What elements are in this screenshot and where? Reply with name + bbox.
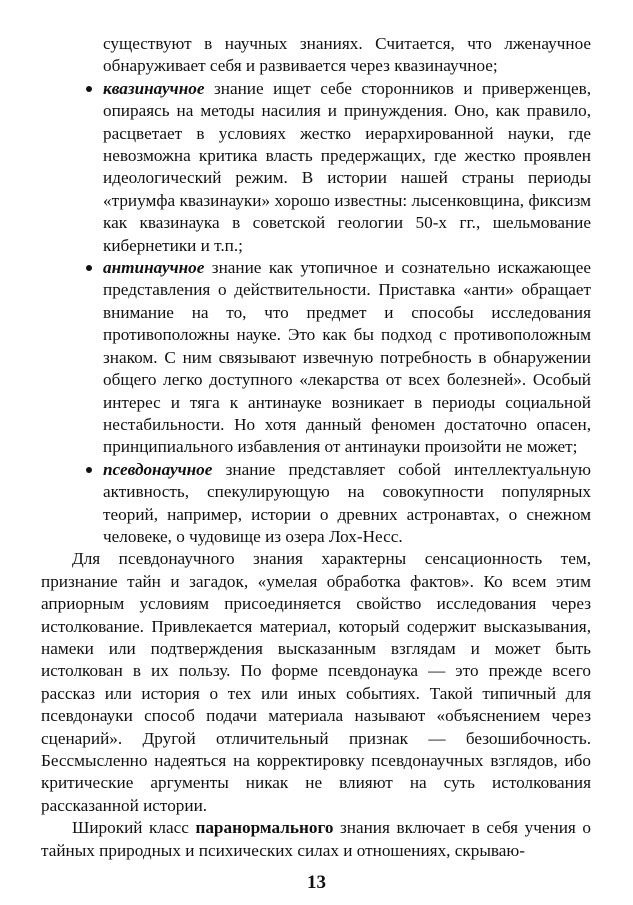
paranormal-text-before: Широкий класс [72, 818, 196, 838]
term-anti: антинаучное [103, 258, 205, 278]
list-item-quasi [103, 78, 591, 257]
paranormal-term: паранормального [195, 818, 334, 838]
continuation-text: существуют в научных знаниях. Считается, что лженаучное обнаруживает себя и развивается через квазинаучное; [103, 34, 591, 76]
list-item-anti [103, 257, 591, 459]
paragraph-pseudoscience: Для псевдонаучного знания характерны сенсационность тем, признание тайн и загадок, «умелая обработка фактов». Ко всем этим априорным условиям присоединяется свойство исследования через истолкование. Привлекается материал, который содержит высказывания, намеки или подтверждения высказанным взглядам и может быть истолкован в их пользу. По форме псевдонаука — это прежде всего рассказ или история о тех или иных событиях. Такой типичный для псевдонауки способ подачи материала называют «объяснением через сценарий». Другой отличительный признак — безошибочность. Бессмысленно надеяться на корректировку псевдонаучных взглядов, ибо критические аргументы никак не влияют на суть истолкования рассказанной истории. [41, 549, 591, 815]
term-pseudo: псевдонаучное [103, 459, 213, 479]
page-number: 13 [307, 872, 326, 893]
paragraph-paranormal [41, 817, 591, 862]
bullet-icon [86, 467, 92, 473]
knowledge-types-list [41, 78, 591, 549]
term-quasi: квазинаучное [103, 78, 205, 98]
paranormal-text-after: знания включает в себя учения о тайных природных и психических силах и отношениях, скрываю- [41, 818, 591, 860]
bullet-icon [86, 265, 92, 271]
document-page [41, 33, 591, 862]
list-item-pseudo [103, 459, 591, 549]
definition-quasi: знание ищет себе сторонников и приверженцев, опираясь на методы насилия и принуждения. Оно, как правило, расцветает в условиях жестко иерархированной науки, где невозможна критика власть предержащих, где жестко проявлен идеологический режим. В истории нашей страны периоды «триумфа квазинауки» хорошо известны: лысенковщина, фиксизм как квазинаука в советской геологии 50-х гг., шельмование кибернетики и т.п.; [103, 78, 591, 255]
definition-pseudo: знание представляет собой интеллектуальную активность, спекулирующую на совокупности популярных теорий, например, истории о древних астронавтах, о снежном человеке, о чудовище из озера Лох-Несс. [103, 459, 591, 546]
bullet-icon [86, 86, 92, 92]
definition-anti: знание как утопичное и сознательно искажающее представления о действительности. Приставка «анти» обращает внимание на то, что предмет и способы исследования противоположны науке. Это как бы подход с противоположным знаком. С ним связывают извечную потребность в обнаружении общего легко доступного «лекарства от всех болезней». Особый интерес и тяга к антинауке возникает в периоды социальной нестабильности. Но хотя данный феномен достаточно опасен, принципиального избавления от антинауки произойти не может; [103, 258, 591, 457]
